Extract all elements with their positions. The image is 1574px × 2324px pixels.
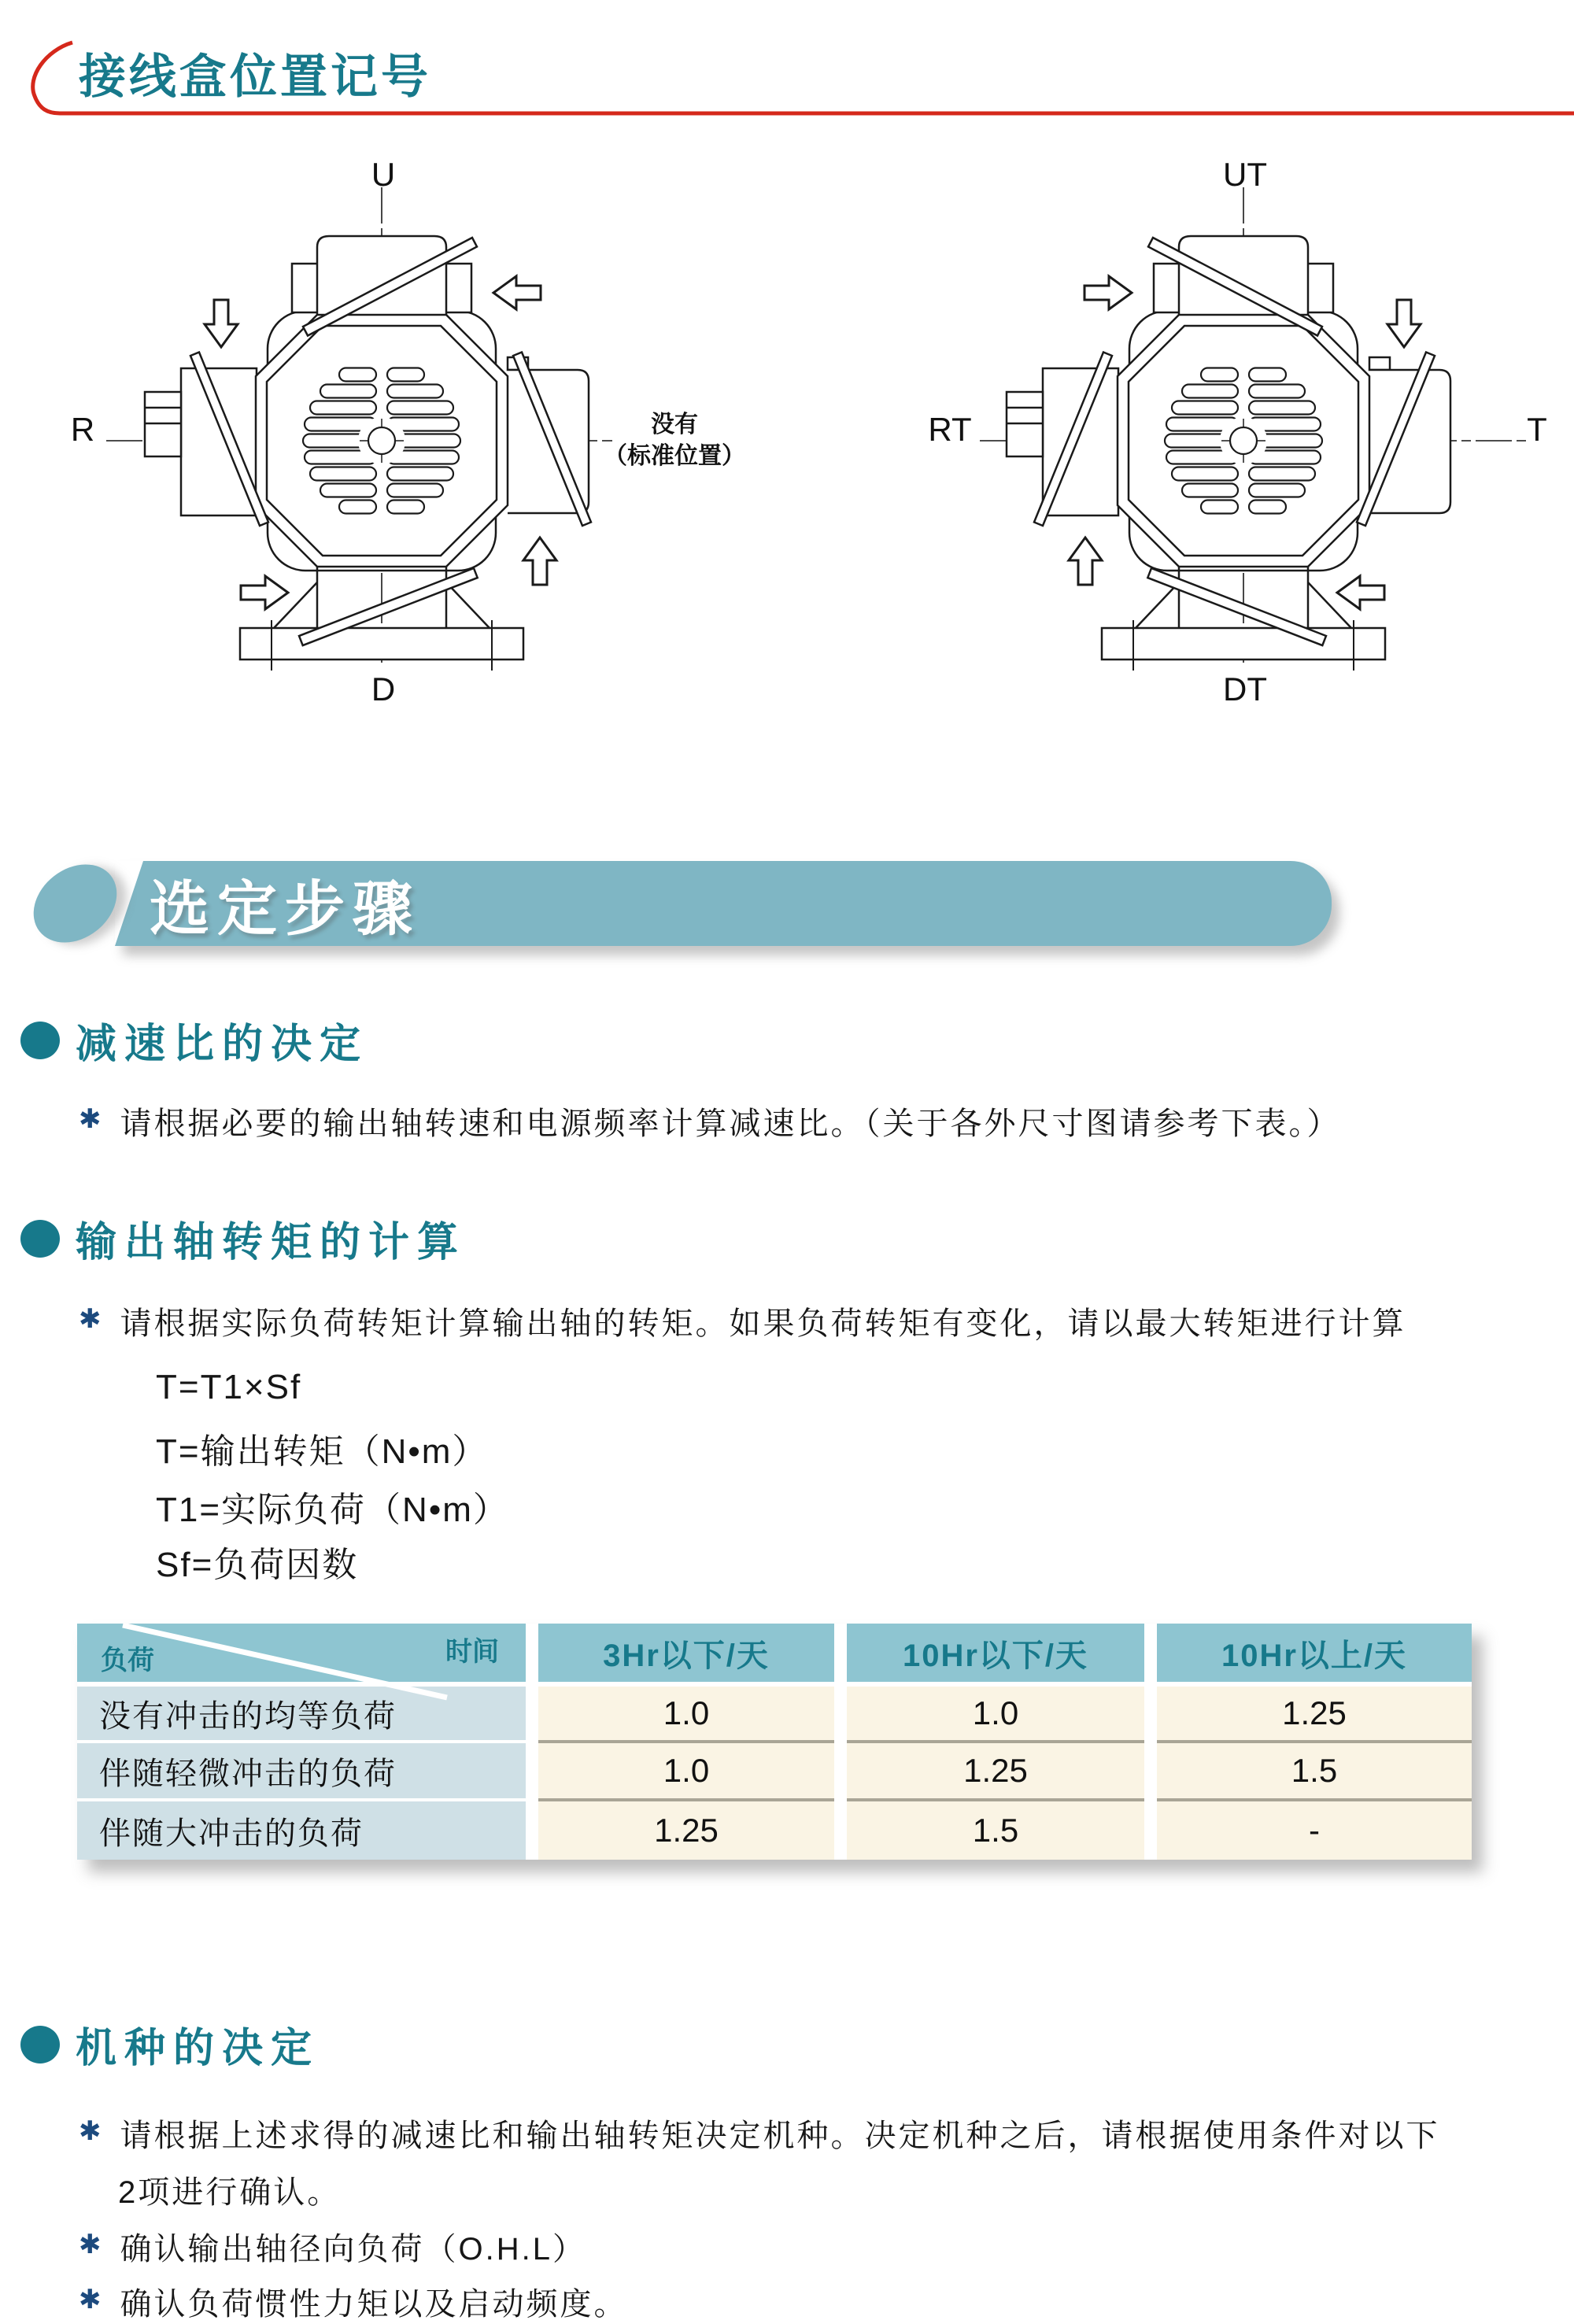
asterisk-icon: ✱ [79,2116,102,2146]
section-torque-header [20,1209,466,1268]
asterisk-icon: ✱ [79,2285,102,2315]
table-cell: 1.25 [538,1801,834,1860]
label-position-DT: DT [1223,671,1267,708]
diagram-left-motor [106,187,612,671]
table-cell: 1.0 [847,1687,1144,1740]
section-torque-item-text: 请根据实际负荷转矩计算输出轴的转矩。如果负荷转矩有变化，请以最大转矩进行计算 [120,1306,1406,1341]
corner-label-load: 负荷 [101,1646,154,1676]
note-line1: 没有 [651,412,698,438]
formula-def-sf: Sf=负荷因数 [156,1546,359,1584]
table-col-3hr [538,1624,834,1860]
section-ratio-header [20,1011,368,1070]
formula-def-t1: T1=实际负荷（N•m） [156,1491,509,1529]
label-position-R: R [70,411,95,448]
asterisk-icon: ✱ [79,1304,102,1334]
formula-def-t: T=输出转矩（N•m） [156,1432,489,1471]
table-cell: 1.25 [1157,1687,1472,1740]
asterisk-icon: ✱ [79,1104,102,1134]
label-position-RT: RT [928,411,972,448]
table-cell: 1.5 [847,1801,1144,1860]
label-position-UT: UT [1223,156,1267,193]
asterisk-icon: ✱ [79,2230,102,2259]
table-cell: 1.5 [1157,1743,1472,1798]
note-line2: （标准位置） [604,443,745,469]
section-torque-title: 输出轴转矩的计算 [76,1220,467,1265]
table-header-cell: 3Hr以下/天 [538,1624,834,1682]
table-row-label: 没有冲击的均等负荷 [77,1687,526,1740]
table-col-10hr-above [1157,1624,1472,1860]
label-position-D: D [371,671,396,708]
section-bullet-icon [20,1022,60,1059]
table-row-label: 伴随轻微冲击的负荷 [77,1743,526,1798]
section-model-title: 机种的决定 [76,2026,320,2071]
label-position-T: T [1527,411,1547,448]
table-col-load [77,1624,526,1860]
table-corner-cell [77,1624,526,1682]
section-model-item3-text: 确认负荷惯性力矩以及启动频度。 [120,2287,628,2322]
section-model-item1-line1: 请根据上述求得的减速比和输出轴转矩决定机种。决定机种之后，请根据使用条件对以下 [120,2119,1440,2153]
section-model-item1-line2: 2项进行确认。 [118,2175,342,2210]
table-cell: 1.0 [538,1743,834,1798]
table-header-cell: 10Hr以下/天 [847,1624,1144,1682]
table-row-label: 伴随大冲击的负荷 [77,1801,526,1860]
note-standard-position [592,409,757,472]
section-torque-item [79,1299,1406,1343]
label-position-U: U [371,156,396,193]
banner-title: 选定步骤 [150,875,420,943]
terminal-box-diagrams [0,142,1574,708]
section-bullet-icon [20,2026,60,2064]
table-cell: - [1157,1801,1472,1860]
diagram-right-motor [980,187,1529,671]
corner-label-time: 时间 [445,1637,499,1667]
section-model-item2 [79,2224,586,2269]
table-cell: 1.25 [847,1743,1144,1798]
section-model-item1 [79,2111,1440,2156]
section-ratio-title: 减速比的决定 [76,1022,369,1067]
page-title: 接线盒位置记号 [79,50,431,103]
section-model-item3 [79,2279,628,2324]
table-cell: 1.0 [538,1687,834,1740]
formula-main: T=T1×Sf [156,1368,302,1406]
section-model-item2-text: 确认输出轴径向负荷（O.H.L） [120,2232,586,2267]
section-ratio-item-text: 请根据必要的输出轴转速和电源频率计算减速比。（关于各外尺寸图请参考下表。） [120,1107,1341,1141]
section-model-header [20,2015,320,2074]
section-bullet-icon [20,1220,60,1258]
table-col-10hr-below [847,1624,1144,1860]
table-header-cell: 10Hr以上/天 [1157,1624,1472,1682]
section-ratio-item [79,1099,1341,1144]
